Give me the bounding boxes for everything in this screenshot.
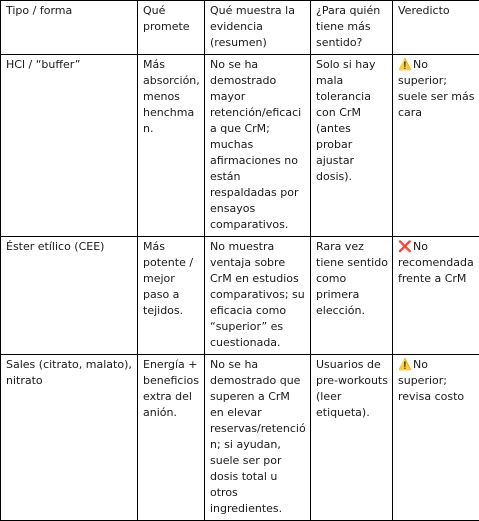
cell-tipo: Sales (citrato, malato), nitrato [1, 355, 138, 521]
veredicto-text: No superior; revisa costo [398, 358, 464, 403]
cell-promete: Más absorción, menos henchman. [138, 55, 205, 237]
cell-tipo: HCl / “buffer” [1, 55, 138, 237]
cell-evidencia: No se ha demostrado mayor retención/eficacia que CrM; muchas afirmaciones no están respaldadas por ensayos comparativos. [205, 55, 311, 237]
veredicto-text: No recomendada frente a CrM [398, 240, 474, 285]
cell-veredicto [393, 55, 479, 237]
header-evidencia: Qué muestra la evidencia (resumen) [205, 1, 311, 55]
header-row [1, 1, 479, 55]
cell-evidencia: No muestra ventaja sobre CrM en estudios comparativos; su eficacia como “superior” es cuestionada. [205, 237, 311, 355]
cell-promete: Más potente / mejor paso a tejidos. [138, 237, 205, 355]
header-veredicto: Veredicto [393, 1, 479, 55]
table-row [1, 55, 479, 237]
cell-tipo: Éster etílico (CEE) [1, 237, 138, 355]
cross-icon: ❌ [398, 239, 411, 255]
cell-para-quien: Rara vez tiene sentido como primera elección. [311, 237, 393, 355]
header-que-promete: Qué promete [138, 1, 205, 55]
warning-icon: ⚠️ [398, 357, 411, 373]
header-para-quien: ¿Para quién tiene más sentido? [311, 1, 393, 55]
table-row [1, 237, 479, 355]
cell-evidencia: No se ha demostrado que superen a CrM en elevar reservas/retención; si ayudan, suele ser por dosis total u otros ingredientes. [205, 355, 311, 521]
header-tipo-forma: Tipo / forma [1, 1, 138, 55]
cell-para-quien: Solo si hay mala tolerancia con CrM (antes probar ajustar dosis). [311, 55, 393, 237]
warning-icon: ⚠️ [398, 57, 411, 73]
cell-promete: Energía + beneficios extra del anión. [138, 355, 205, 521]
veredicto-text: No superior; suele ser más cara [398, 58, 475, 119]
cell-veredicto [393, 355, 479, 521]
cell-para-quien: Usuarios de pre-workouts (leer etiqueta). [311, 355, 393, 521]
table-row [1, 355, 479, 521]
cell-veredicto [393, 237, 479, 355]
